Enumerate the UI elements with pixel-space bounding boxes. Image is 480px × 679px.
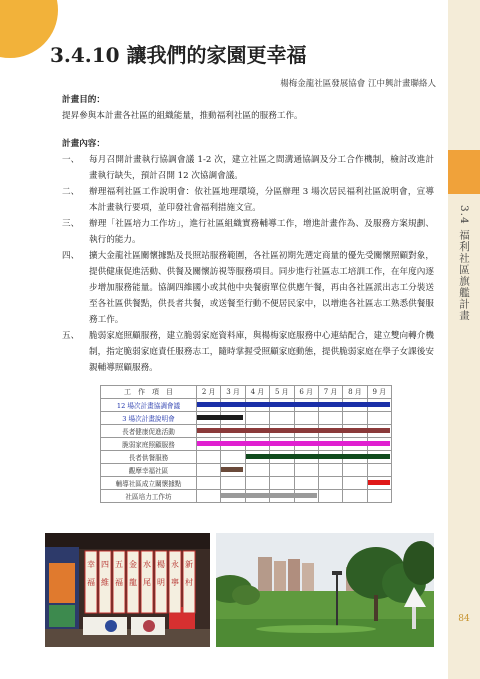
schedule-row xyxy=(101,477,392,490)
item-number: 五、 xyxy=(62,331,80,341)
banner-char: 尾 xyxy=(143,578,151,587)
schedule-task-label: 長者健康促進活動 xyxy=(101,425,197,438)
schedule-month-header: 4 月 xyxy=(245,386,269,399)
content-items xyxy=(62,152,434,376)
banner-char: 水 xyxy=(143,560,151,569)
purpose-heading: 計畫目的： xyxy=(62,95,105,105)
side-chapter-label: 3.4 福利社區旗艦計畫 xyxy=(458,205,470,322)
banner-char: 幸 xyxy=(87,560,95,569)
schedule-month-header: 9 月 xyxy=(367,386,391,399)
photo-community-park xyxy=(216,533,434,647)
item-text: 辦理「社區培力工作坊」，進行社區組織實務輔導工作，增進計畫作為、及服務方案規劃、執行的能力。 xyxy=(89,219,434,245)
schedule-table xyxy=(100,385,392,503)
content-item xyxy=(62,216,434,248)
schedule-task-label: 社區培力工作坊 xyxy=(101,490,197,503)
banner-char: 永 xyxy=(171,560,179,569)
item-number: 三、 xyxy=(62,219,80,229)
schedule-month-header: 7 月 xyxy=(318,386,342,399)
page-number: 84 xyxy=(458,614,470,624)
banner-char: 金 xyxy=(129,560,137,569)
schedule-row xyxy=(101,490,392,503)
main-content xyxy=(62,92,434,376)
schedule-task-label: 3 場次計畫說明會 xyxy=(101,412,197,425)
item-number: 二、 xyxy=(62,187,80,197)
content-item xyxy=(62,328,434,376)
schedule-month-header: 3 月 xyxy=(221,386,245,399)
purpose-text: 提昇參與本計畫各社區的組織能量，推動福利社區的服務工作。 xyxy=(62,111,303,121)
banner-char: 明 xyxy=(157,578,165,587)
schedule-row xyxy=(101,425,392,438)
schedule-row xyxy=(101,451,392,464)
banner-char: 福 xyxy=(115,578,123,587)
side-tab-marker xyxy=(448,150,480,194)
schedule-month-header: 5 月 xyxy=(270,386,294,399)
schedule-month-header: 8 月 xyxy=(343,386,367,399)
schedule-bar xyxy=(221,467,243,472)
item-number: 一、 xyxy=(62,155,80,165)
banner-char: 村 xyxy=(185,578,193,587)
photo-community-banners xyxy=(45,533,210,647)
side-strip xyxy=(448,0,480,679)
schedule-task-label: 輔導社區成立關懷據點 xyxy=(101,477,197,490)
item-text: 辦理福利社區工作說明會：依社區地理環境，分區辦理 3 場次居民福利社區說明會，宣導本計畫執行要項，並印發社會福利措施文宣。 xyxy=(89,187,434,213)
item-number: 四、 xyxy=(62,251,80,261)
banner-char: 新 xyxy=(185,560,193,569)
schedule-bar xyxy=(368,480,390,485)
schedule-task-label: 12 場次計畫協調會議 xyxy=(101,399,197,412)
banner-char: 龍 xyxy=(129,578,137,587)
schedule-month-header: 6 月 xyxy=(294,386,318,399)
author-line: 楊梅金龍社區發展協會 江中興計畫聯絡人 xyxy=(280,79,436,89)
banner-char: 寧 xyxy=(171,578,179,587)
schedule-row xyxy=(101,464,392,477)
banner-char: 楊 xyxy=(157,560,165,569)
banner-char: 四 xyxy=(101,560,109,569)
item-text: 每月召開計畫執行協調會議 1-2 次，建立社區之間溝通協調及分工合作機制，檢討改進計畫執行缺失，預計召開 12 次協調會議。 xyxy=(89,155,434,181)
content-heading: 計畫內容： xyxy=(62,139,105,149)
item-text: 脆弱家庭照顧服務，建立脆弱家庭資料庫，與楊梅家庭服務中心連結配合，建立雙向轉介機制，指定脆弱家庭責任服務志工，隨時掌握受照顧家庭動態，提供脆弱家庭在學子女課後安親輔導照顧服務。 xyxy=(89,331,434,373)
schedule-row xyxy=(101,412,392,425)
item-text: 擴大金龍社區關懷據點及長照站服務範圍，各社區初期先選定商量的優先受關懷照顧對象，提供健康促進活動、供餐及關懷訪視等服務項目。同步進行社區志工培訓工作，在年度內逐步增加服務能量。協調四維國小或其他中央餐廚單位供應午餐，再由各社區派出志工分裝送至各社區供餐點，供長者共餐，或送餐至行動不便居民家中，以增進各社區志工熟悉供餐服務工作。 xyxy=(89,251,434,325)
content-item xyxy=(62,152,434,184)
schedule-task-label: 脆弱家庭照顧服務 xyxy=(101,438,197,451)
schedule-month-header: 2 月 xyxy=(197,386,221,399)
banner-char: 福 xyxy=(87,578,95,587)
schedule-row xyxy=(101,438,392,451)
content-item xyxy=(62,184,434,216)
content-item xyxy=(62,248,434,328)
schedule-task-label: 長者供餐服務 xyxy=(101,451,197,464)
banner-char: 五 xyxy=(115,560,123,569)
banner-char: 維 xyxy=(101,578,109,587)
schedule-header-task: 工 作 項 目 xyxy=(101,386,197,399)
section-title: 3.4.10 讓我們的家園更幸福 xyxy=(50,43,307,67)
schedule-task-label: 觀摩幸福社區 xyxy=(101,464,197,477)
schedule-row xyxy=(101,399,392,412)
